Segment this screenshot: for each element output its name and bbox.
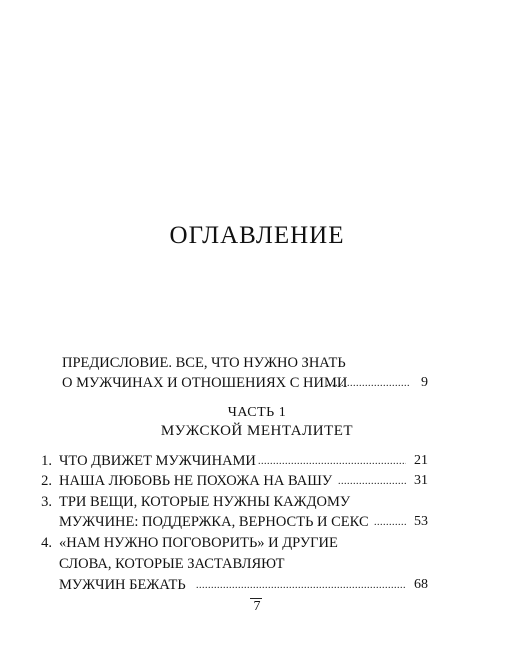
- part-label: ЧАСТЬ 1: [227, 405, 287, 420]
- chapter-2-leader-dots: [338, 472, 406, 490]
- chapter-4-title-line-3: МУЖЧИН БЕЖАТЬ: [59, 577, 186, 593]
- chapter-2-number: 2.: [41, 473, 52, 489]
- chapter-3-number: 3.: [41, 494, 52, 510]
- chapter-2-title: НАША ЛЮБОВЬ НЕ ПОХОЖА НА ВАШУ: [59, 473, 333, 489]
- toc-title: ОГЛАВЛЕНИЕ: [169, 222, 345, 249]
- chapter-2-page-number: 31: [414, 473, 428, 488]
- chapter-3-page-number: 53: [414, 514, 428, 529]
- chapter-4-title-line-2: СЛОВА, КОТОРЫЕ ЗАСТАВЛЯЮТ: [59, 556, 285, 572]
- chapter-1-number: 1.: [41, 453, 52, 469]
- chapter-1-leader-dots: [258, 452, 406, 470]
- chapter-3-title-line-1: ТРИ ВЕЩИ, КОТОРЫЕ НУЖНЫ КАЖДОМУ: [59, 494, 351, 510]
- chapter-4-page-number: 68: [414, 577, 428, 592]
- chapter-3-title-line-2: МУЖЧИНЕ: ПОДДЕРЖКА, ВЕРНОСТЬ И СЕКС: [59, 514, 369, 530]
- preface-line-2: О МУЖЧИНАХ И ОТНОШЕНИЯХ С НИМИ: [62, 375, 348, 391]
- part-title: МУЖСКОЙ МЕНТАЛИТЕТ: [160, 423, 354, 439]
- page-folio: 7: [253, 599, 261, 614]
- chapter-4-number: 4.: [41, 535, 52, 551]
- chapter-1-page-number: 21: [414, 453, 428, 468]
- chapter-1-title: ЧТО ДВИЖЕТ МУЖЧИНАМИ: [59, 453, 256, 469]
- preface-leader-dots: [326, 374, 410, 392]
- preface-line-1: ПРЕДИСЛОВИЕ. ВСЕ, ЧТО НУЖНО ЗНАТЬ: [62, 355, 346, 371]
- chapter-4-leader-dots: [196, 576, 406, 594]
- chapter-4-title-line-1: «НАМ НУЖНО ПОГОВОРИТЬ» И ДРУГИЕ: [59, 535, 338, 551]
- preface-page-number: 9: [421, 375, 428, 390]
